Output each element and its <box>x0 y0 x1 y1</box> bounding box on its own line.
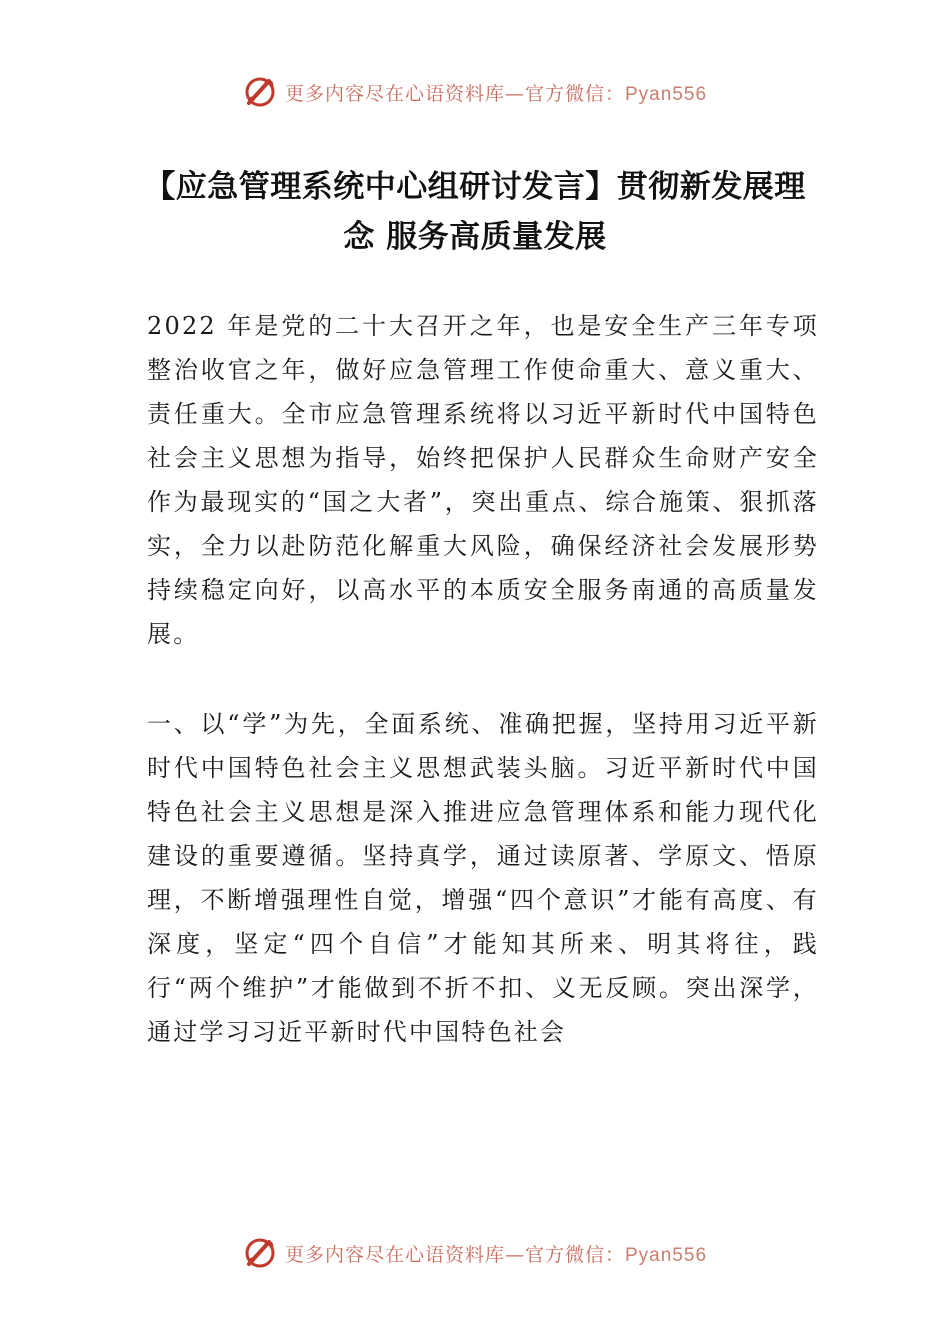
body-paragraph: 一、以“学”为先，全面系统、准确把握，坚持用习近平新时代中国特色社会主义思想武装头脑。习近平新时代中国特色社会主义思想是深入推进应急管理体系和能力现代化建设的重要遵循。坚持真学，通过读原著、学原文、悟原理，不断增强理性自觉，增强“四个意识”才能有高度、有深度，坚定“四个自信”才能知其所来、明其将往，践行“两个维护”才能做到不折不扣、义无反顾。突出深学，通过学习习近平新时代中国特色社会 <box>147 710 819 1046</box>
banner-text <box>285 79 707 106</box>
header-banner <box>0 70 950 114</box>
banner-wechat-id: Pyan556 <box>625 83 708 105</box>
footer-banner <box>0 1231 950 1275</box>
banner-slogan: 更多内容尽在心语资料库—官方微信： <box>284 1243 625 1266</box>
banner-slogan: 更多内容尽在心语资料库—官方微信： <box>284 82 625 105</box>
document-title: 【应急管理系统中心组研讨发言】贯彻新发展理念 服务高质量发展 <box>144 169 806 255</box>
banner-wechat-id: Pyan556 <box>625 1244 708 1266</box>
brush-logo-icon <box>243 1236 277 1270</box>
brush-logo-icon <box>243 75 277 109</box>
banner-text <box>285 1240 707 1267</box>
body-paragraph: 2022 年是党的二十大召开之年，也是安全生产三年专项整治收官之年，做好应急管理工作使命重大、意义重大、责任重大。全市应急管理系统将以习近平新时代中国特色社会主义思想为指导，始终把保护人民群众生命财产安全作为最现实的“国之大者”，突出重点、综合施策、狠抓落实，全力以赴防范化解重大风险，确保经济社会发展形势持续稳定向好，以高水平的本质安全服务南通的高质量发展。 <box>147 312 819 648</box>
